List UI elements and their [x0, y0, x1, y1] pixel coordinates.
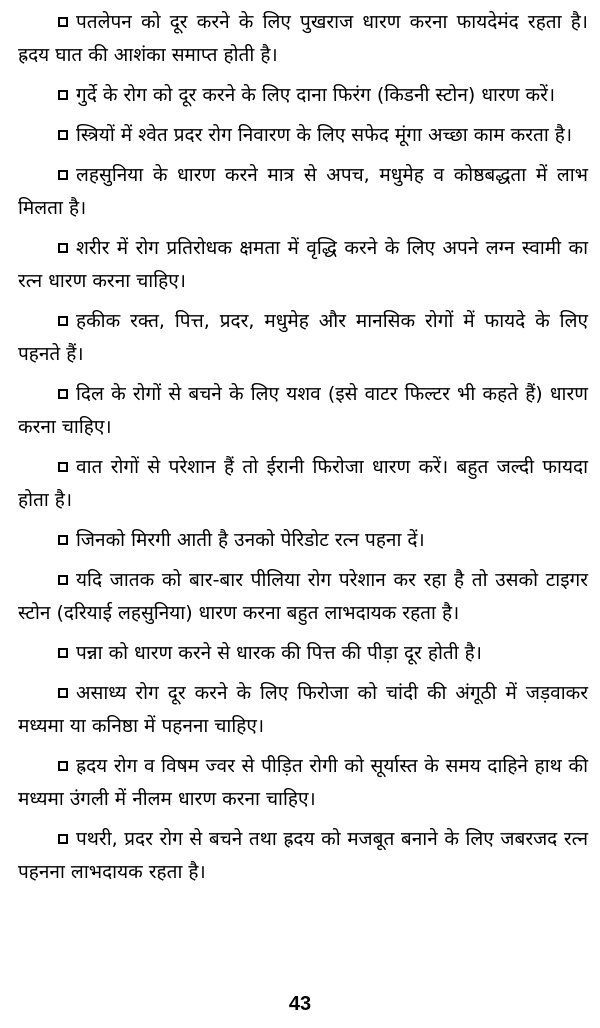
paragraph-9 [18, 524, 588, 557]
paragraph-text: हकीक रक्त, पित्त, प्रदर, मधुमेह और मानसिक रोगों में फायदे के लिए पहनते हैं। [18, 310, 588, 365]
square-bullet-icon [58, 648, 68, 658]
square-bullet-icon [58, 316, 68, 326]
paragraph-13 [18, 750, 588, 816]
square-bullet-icon [58, 130, 68, 140]
paragraph-text: असाध्य रोग दूर करने के लिए फिरोजा को चांदी की अंगूठी में जड़वाकर मध्यमा या कनिष्ठा में पहनना चाहिए। [18, 682, 588, 737]
paragraph-12 [18, 677, 588, 743]
paragraph-11 [18, 637, 588, 670]
paragraph-text: स्त्रियों में श्वेत प्रदर रोग निवारण के लिए सफेद मूंगा अच्छा काम करता है। [76, 124, 573, 146]
square-bullet-icon [58, 17, 68, 27]
paragraph-5 [18, 232, 588, 298]
paragraph-14 [18, 823, 588, 889]
paragraph-text: पतलेपन को दूर करने के लिए पुखराज धारण करना फायदेमंद रहता है। ह्रदय घात की आशंका समाप्त होती है। [18, 11, 588, 66]
square-bullet-icon [58, 90, 68, 100]
square-bullet-icon [58, 688, 68, 698]
paragraph-text: जिनको मिरगी आती है उनको पेरिडोट रत्न पहना दें। [76, 529, 425, 551]
square-bullet-icon [58, 535, 68, 545]
paragraph-6 [18, 305, 588, 371]
square-bullet-icon [58, 575, 68, 585]
paragraph-7 [18, 378, 588, 444]
paragraph-1 [18, 6, 588, 72]
paragraph-10 [18, 564, 588, 630]
paragraph-text: दिल के रोगों से बचने के लिए यशव (इसे वाटर फिल्टर भी कहते हैं) धारण करना चाहिए। [18, 383, 588, 438]
paragraph-3 [18, 119, 588, 152]
square-bullet-icon [58, 389, 68, 399]
paragraph-text: ह्रदय रोग व विषम ज्वर से पीड़ित रोगी को सूर्यास्त के समय दाहिने हाथ की मध्यमा उंगली में नीलम धारण करना चाहिए। [18, 755, 588, 810]
paragraph-4 [18, 159, 588, 225]
square-bullet-icon [58, 834, 68, 844]
square-bullet-icon [58, 170, 68, 180]
paragraph-text: वात रोगों से परेशान हैं तो ईरानी फिरोजा धारण करें। बहुत जल्दी फायदा होता है। [18, 456, 588, 511]
page-number: 43 [288, 993, 312, 1015]
square-bullet-icon [58, 462, 68, 472]
paragraph-2 [18, 79, 588, 112]
paragraph-text: लहसुनिया के धारण करने मात्र से अपच, मधुमेह व कोष्ठबद्धता में लाभ मिलता है। [18, 164, 588, 219]
paragraph-text: यदि जातक को बार-बार पीलिया रोग परेशान कर रहा है तो उसको टाइगर स्टोन (दरियाई लहसुनिया) धारण करना बहुत लाभदायक रहता है। [18, 569, 588, 624]
square-bullet-icon [58, 761, 68, 771]
paragraph-text: पथरी, प्रदर रोग से बचने तथा ह्रदय को मजबूत बनाने के लिए जबरजद रत्न पहनना लाभदायक रहता है। [18, 828, 588, 883]
paragraph-8 [18, 451, 588, 517]
paragraph-text: पन्ना को धारण करने से धारक की पित्त की पीड़ा दूर होती है। [76, 642, 482, 664]
paragraph-text: शरीर में रोग प्रतिरोधक क्षमता में वृद्धि करने के लिए अपने लग्न स्वामी का रत्न धारण करना चाहिए। [18, 237, 588, 292]
square-bullet-icon [58, 243, 68, 253]
paragraph-text: गुर्दे के रोग को दूर करने के लिए दाना फिरंग (किडनी स्टोन) धारण करें। [76, 84, 556, 106]
